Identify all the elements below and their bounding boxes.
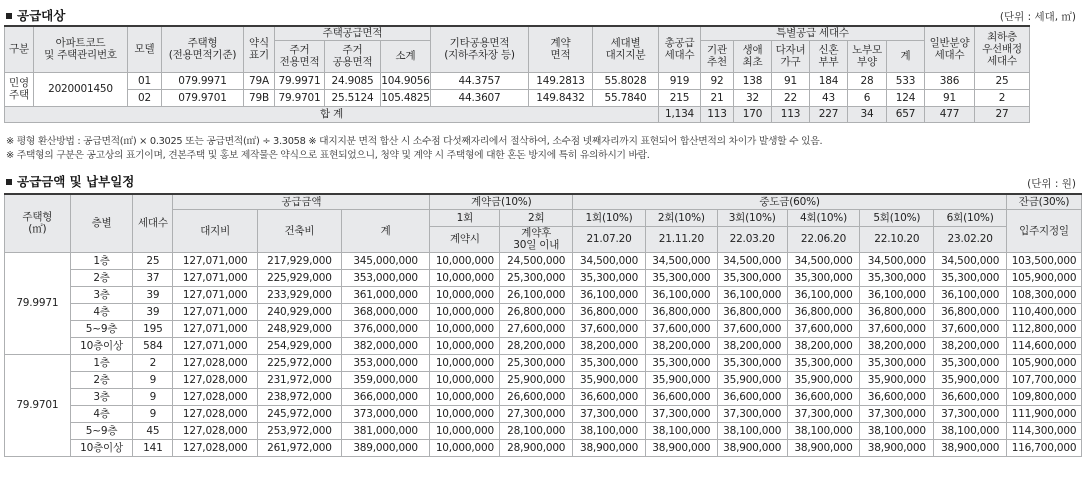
table-cell: 79.9701 xyxy=(275,89,325,106)
table-cell: 37,300,000 xyxy=(934,405,1007,422)
table-cell: 35,300,000 xyxy=(787,269,860,286)
table-cell: 353,000,000 xyxy=(341,354,430,371)
table-row xyxy=(5,269,1082,286)
table-cell: 35,300,000 xyxy=(787,354,860,371)
table-cell: 21 xyxy=(701,89,734,106)
table-cell: 27,300,000 xyxy=(500,405,573,422)
table-cell: 55.8028 xyxy=(593,72,659,89)
header-sa-common: 주거 공용면적 xyxy=(325,40,381,72)
table-cell: 28 xyxy=(848,72,887,89)
table-cell: 36,600,000 xyxy=(860,388,934,405)
table-cell: 34,500,000 xyxy=(645,252,717,269)
table-cell: 2 xyxy=(133,354,173,371)
table-cell: 38,900,000 xyxy=(934,439,1007,456)
table-cell: 10,000,000 xyxy=(430,439,500,456)
table-cell: 103,500,000 xyxy=(1007,252,1082,269)
table-cell: 386 xyxy=(925,72,975,89)
supply-target-table xyxy=(4,25,1030,123)
table-cell: 105.4825 xyxy=(381,89,431,106)
table-row xyxy=(5,439,1082,456)
table-cell: 92 xyxy=(701,72,734,89)
sum-cell: 1,134 xyxy=(659,106,701,122)
table-cell: 37,600,000 xyxy=(717,320,787,337)
sum-cell: 657 xyxy=(887,106,925,122)
table-cell: 361,000,000 xyxy=(341,286,430,303)
table-cell: 10,000,000 xyxy=(430,354,500,371)
header-mid-date-2: 21.11.20 xyxy=(645,226,717,252)
table-cell: 38,200,000 xyxy=(717,337,787,354)
table-cell: 25,300,000 xyxy=(500,269,573,286)
table-cell: 10,000,000 xyxy=(430,388,500,405)
sum-row xyxy=(5,106,1030,122)
table-cell: 225,972,000 xyxy=(258,354,342,371)
table-cell: 35,300,000 xyxy=(645,269,717,286)
table-cell: 079.9971 xyxy=(162,72,244,89)
table-cell: 584 xyxy=(133,337,173,354)
header-mid-3: 3회(10%) xyxy=(717,209,787,226)
table-cell: 127,071,000 xyxy=(173,303,258,320)
table-cell: 25,900,000 xyxy=(500,371,573,388)
table-cell: 238,972,000 xyxy=(258,388,342,405)
type-cell: 79.9701 xyxy=(5,354,71,456)
table-cell: 26,800,000 xyxy=(500,303,573,320)
table-cell: 38,200,000 xyxy=(860,337,934,354)
table-cell: 32 xyxy=(734,89,772,106)
table-cell: 368,000,000 xyxy=(341,303,430,320)
table-cell: 127,028,000 xyxy=(173,371,258,388)
table-cell: 36,100,000 xyxy=(573,286,646,303)
bullet-square-icon xyxy=(6,179,12,185)
sum-cell: 27 xyxy=(975,106,1030,122)
table-cell: 116,700,000 xyxy=(1007,439,1082,456)
table-cell: 38,900,000 xyxy=(717,439,787,456)
table-cell: 35,300,000 xyxy=(860,354,934,371)
table-cell: 34,500,000 xyxy=(787,252,860,269)
sum-cell: 34 xyxy=(848,106,887,122)
table-cell: 38,100,000 xyxy=(717,422,787,439)
table-cell: 919 xyxy=(659,72,701,89)
table-cell: 37,300,000 xyxy=(717,405,787,422)
table-cell: 36,600,000 xyxy=(645,388,717,405)
table-cell: 127,028,000 xyxy=(173,354,258,371)
table-cell: 36,800,000 xyxy=(860,303,934,320)
table-row xyxy=(5,320,1082,337)
table-cell: 36,100,000 xyxy=(717,286,787,303)
table-cell: 079.9701 xyxy=(162,89,244,106)
table-cell: 37,600,000 xyxy=(645,320,717,337)
table-cell: 124 xyxy=(887,89,925,106)
table-cell: 4층 xyxy=(70,303,133,320)
table-cell: 38,200,000 xyxy=(573,337,646,354)
table-cell: 261,972,000 xyxy=(258,439,342,456)
table-row xyxy=(5,72,1030,89)
header-mid-1: 1회(10%) xyxy=(573,209,646,226)
note-2: ※ 주택형의 구분은 공고상의 표기이며, 견본주택 및 홍보 제작물은 약식으로 표현되었으니, 청약 및 계약 시 주택형에 대한 혼돈 방지에 특히 유의하시기 바람. xyxy=(6,150,650,161)
table-cell: 37,300,000 xyxy=(645,405,717,422)
table-cell: 28,900,000 xyxy=(500,439,573,456)
sum-cell: 477 xyxy=(925,106,975,122)
table-cell: 127,071,000 xyxy=(173,252,258,269)
table-cell: 27,600,000 xyxy=(500,320,573,337)
table-cell: 373,000,000 xyxy=(341,405,430,422)
header-mid-date-5: 22.10.20 xyxy=(860,226,934,252)
header-middle: 중도금(60%) xyxy=(573,194,1007,209)
table-row xyxy=(5,405,1082,422)
table-cell: 114,600,000 xyxy=(1007,337,1082,354)
table-row xyxy=(5,422,1082,439)
table-cell: 109,800,000 xyxy=(1007,388,1082,405)
table-cell: 10,000,000 xyxy=(430,252,500,269)
table-cell: 9 xyxy=(133,388,173,405)
header-other-common: 기타공용면적 (지하주차장 등) xyxy=(431,26,529,72)
header-d1-when: 계약시 xyxy=(430,226,500,252)
header-balance-when: 입주지정일 xyxy=(1007,209,1082,252)
table-row xyxy=(5,371,1082,388)
table-cell: 24,500,000 xyxy=(500,252,573,269)
table-cell: 36,600,000 xyxy=(717,388,787,405)
table-cell: 38,100,000 xyxy=(787,422,860,439)
table-cell: 233,929,000 xyxy=(258,286,342,303)
type-cell: 79.9971 xyxy=(5,252,71,354)
table-cell: 35,900,000 xyxy=(934,371,1007,388)
header-sp-inst: 기관 추천 xyxy=(701,40,734,72)
header-abbr: 약식 표기 xyxy=(244,26,275,72)
table-cell: 6 xyxy=(848,89,887,106)
note-1: ※ 평형 환산방법 : 공급면적(㎡) × 0.3025 또는 공급면적(㎡) ÷ 3.3058 ※ 대지지분 면적 합산 시 소수점 다섯째자리에서 절삭하여, 소수점 넷째자리까지 표현되어 합산면적의 차이가 발생할 수 있음. xyxy=(6,136,823,147)
table-cell: 138 xyxy=(734,72,772,89)
section-title-supply-target xyxy=(4,6,65,24)
table-row xyxy=(5,337,1082,354)
table-cell: 38,200,000 xyxy=(787,337,860,354)
table-cell: 376,000,000 xyxy=(341,320,430,337)
table-cell: 141 xyxy=(133,439,173,456)
table-cell: 45 xyxy=(133,422,173,439)
table-cell: 01 xyxy=(128,72,162,89)
table-cell: 35,300,000 xyxy=(717,354,787,371)
header-sp-first: 생애 최초 xyxy=(734,40,772,72)
unit-label: (단위 : 세대, ㎡) xyxy=(999,11,1076,23)
table-cell: 79B xyxy=(244,89,275,106)
table-cell: 36,600,000 xyxy=(573,388,646,405)
table-cell: 38,200,000 xyxy=(934,337,1007,354)
table-cell: 36,100,000 xyxy=(787,286,860,303)
table-cell: 36,800,000 xyxy=(717,303,787,320)
table-cell: 5~9층 xyxy=(70,422,133,439)
table-cell: 127,071,000 xyxy=(173,269,258,286)
table-cell: 44.3757 xyxy=(431,72,529,89)
sum-cell: 227 xyxy=(810,106,848,122)
table-cell: 35,300,000 xyxy=(934,269,1007,286)
sum-label: 합 계 xyxy=(5,106,659,122)
table-cell: 37,600,000 xyxy=(787,320,860,337)
table-cell: 22 xyxy=(772,89,810,106)
header-building: 건축비 xyxy=(258,209,342,252)
table-cell: 248,929,000 xyxy=(258,320,342,337)
table-cell: 127,071,000 xyxy=(173,286,258,303)
table-cell: 104.9056 xyxy=(381,72,431,89)
header-mid-date-1: 21.07.20 xyxy=(573,226,646,252)
table-cell: 9 xyxy=(133,405,173,422)
table-cell: 37,300,000 xyxy=(860,405,934,422)
table-cell: 38,100,000 xyxy=(645,422,717,439)
table-cell: 231,972,000 xyxy=(258,371,342,388)
table-cell: 359,000,000 xyxy=(341,371,430,388)
group-label: 민영 주택 xyxy=(5,72,34,106)
table-row xyxy=(5,286,1082,303)
header-mid-2: 2회(10%) xyxy=(645,209,717,226)
table-cell: 38,900,000 xyxy=(787,439,860,456)
header-gubun: 구분 xyxy=(5,26,34,72)
table-row xyxy=(5,354,1082,371)
header-mid-date-3: 22.03.20 xyxy=(717,226,787,252)
table-cell: 36,800,000 xyxy=(645,303,717,320)
table-cell: 195 xyxy=(133,320,173,337)
header-general: 일반분양 세대수 xyxy=(925,26,975,72)
table-cell: 26,600,000 xyxy=(500,388,573,405)
notes xyxy=(6,135,822,163)
table-cell: 35,300,000 xyxy=(934,354,1007,371)
table-cell: 105,900,000 xyxy=(1007,354,1082,371)
table-cell: 5~9층 xyxy=(70,320,133,337)
table-cell: 217,929,000 xyxy=(258,252,342,269)
header-d2: 2회 xyxy=(500,209,573,226)
table-cell: 38,100,000 xyxy=(934,422,1007,439)
table-cell: 25 xyxy=(975,72,1030,89)
header-mid-4: 4회(10%) xyxy=(787,209,860,226)
table-cell: 25.5124 xyxy=(325,89,381,106)
unit-label: (단위 : 원) xyxy=(1027,178,1076,190)
header-sp-multi: 다자녀 가구 xyxy=(772,40,810,72)
header-supply-area: 주택공급면적 xyxy=(275,26,431,40)
header-type: 주택형 (전용면적기준) xyxy=(162,26,244,72)
table-cell: 35,900,000 xyxy=(573,371,646,388)
table-row xyxy=(5,89,1030,106)
table-row xyxy=(5,252,1082,269)
table-cell: 10,000,000 xyxy=(430,303,500,320)
table-cell: 36,800,000 xyxy=(787,303,860,320)
table-cell: 91 xyxy=(925,89,975,106)
table-cell: 36,100,000 xyxy=(645,286,717,303)
table-cell: 1층 xyxy=(70,252,133,269)
table-cell: 10,000,000 xyxy=(430,371,500,388)
table-cell: 24.9085 xyxy=(325,72,381,89)
header-mid-6: 6회(10%) xyxy=(934,209,1007,226)
price-schedule-table xyxy=(4,193,1082,457)
table-cell: 225,929,000 xyxy=(258,269,342,286)
table-cell: 10,000,000 xyxy=(430,320,500,337)
header-type: 주택형 (㎡) xyxy=(5,194,71,252)
table-cell: 149.8432 xyxy=(529,89,593,106)
header-sp-newly: 신혼 부부 xyxy=(810,40,848,72)
header-mid-date-4: 22.06.20 xyxy=(787,226,860,252)
table-cell: 25 xyxy=(133,252,173,269)
table-cell: 149.2813 xyxy=(529,72,593,89)
header-d1: 1회 xyxy=(430,209,500,226)
bullet-square-icon xyxy=(6,13,12,19)
table-cell: 245,972,000 xyxy=(258,405,342,422)
header-total-units: 총공급 세대수 xyxy=(659,26,701,72)
table-cell: 37,300,000 xyxy=(573,405,646,422)
housing-code: 2020001450 xyxy=(34,72,128,106)
table-cell: 107,700,000 xyxy=(1007,371,1082,388)
table-cell: 91 xyxy=(772,72,810,89)
table-cell: 127,028,000 xyxy=(173,388,258,405)
table-cell: 34,500,000 xyxy=(860,252,934,269)
table-cell: 2층 xyxy=(70,371,133,388)
section-title-text: 공급금액 및 납부일정 xyxy=(17,174,135,189)
table-cell: 3층 xyxy=(70,286,133,303)
header-contract-area: 계약 면적 xyxy=(529,26,593,72)
table-cell: 38,900,000 xyxy=(573,439,646,456)
table-cell: 37,600,000 xyxy=(573,320,646,337)
table-cell: 55.7840 xyxy=(593,89,659,106)
table-cell: 39 xyxy=(133,303,173,320)
table-cell: 35,900,000 xyxy=(787,371,860,388)
sum-cell: 113 xyxy=(701,106,734,122)
header-code: 아파트코드 및 주택관리번호 xyxy=(34,26,128,72)
table-cell: 112,800,000 xyxy=(1007,320,1082,337)
table-cell: 110,400,000 xyxy=(1007,303,1082,320)
table-cell: 254,929,000 xyxy=(258,337,342,354)
table-cell: 35,300,000 xyxy=(573,354,646,371)
table-cell: 127,028,000 xyxy=(173,422,258,439)
table-cell: 105,900,000 xyxy=(1007,269,1082,286)
header-mid-date-6: 23.02.20 xyxy=(934,226,1007,252)
table-cell: 36,100,000 xyxy=(934,286,1007,303)
table-cell: 114,300,000 xyxy=(1007,422,1082,439)
table-cell: 127,028,000 xyxy=(173,405,258,422)
table-cell: 35,900,000 xyxy=(860,371,934,388)
table-cell: 353,000,000 xyxy=(341,269,430,286)
header-sa-subtotal: 소계 xyxy=(381,40,431,72)
table-cell: 38,100,000 xyxy=(573,422,646,439)
table-cell: 35,300,000 xyxy=(645,354,717,371)
header-d2-when: 계약후 30일 이내 xyxy=(500,226,573,252)
section-title-price-schedule xyxy=(4,172,134,190)
table-cell: 10,000,000 xyxy=(430,269,500,286)
header-land: 대지비 xyxy=(173,209,258,252)
table-cell: 127,071,000 xyxy=(173,320,258,337)
header-sp-total: 계 xyxy=(887,40,925,72)
table-cell: 25,300,000 xyxy=(500,354,573,371)
table-cell: 37,300,000 xyxy=(787,405,860,422)
table-cell: 2 xyxy=(975,89,1030,106)
table-cell: 26,100,000 xyxy=(500,286,573,303)
table-cell: 28,100,000 xyxy=(500,422,573,439)
table-cell: 366,000,000 xyxy=(341,388,430,405)
header-sp-elder: 노부모 부양 xyxy=(848,40,887,72)
table-cell: 36,600,000 xyxy=(787,388,860,405)
header-special: 특별공급 세대수 xyxy=(701,26,925,40)
sum-cell: 113 xyxy=(772,106,810,122)
table-cell: 381,000,000 xyxy=(341,422,430,439)
table-cell: 36,600,000 xyxy=(934,388,1007,405)
table-cell: 9 xyxy=(133,371,173,388)
table-cell: 02 xyxy=(128,89,162,106)
table-cell: 34,500,000 xyxy=(717,252,787,269)
table-cell: 28,200,000 xyxy=(500,337,573,354)
table-cell: 184 xyxy=(810,72,848,89)
table-cell: 43 xyxy=(810,89,848,106)
table-cell: 35,900,000 xyxy=(717,371,787,388)
table-cell: 533 xyxy=(887,72,925,89)
table-cell: 10,000,000 xyxy=(430,337,500,354)
table-cell: 382,000,000 xyxy=(341,337,430,354)
table-cell: 2층 xyxy=(70,269,133,286)
table-cell: 44.3607 xyxy=(431,89,529,106)
header-deposit: 계약금(10%) xyxy=(430,194,573,209)
table-cell: 38,200,000 xyxy=(645,337,717,354)
header-total: 계 xyxy=(341,209,430,252)
table-cell: 10,000,000 xyxy=(430,286,500,303)
table-cell: 35,300,000 xyxy=(573,269,646,286)
header-sa-private: 주거 전용면적 xyxy=(275,40,325,72)
table-cell: 79.9971 xyxy=(275,72,325,89)
table-cell: 37,600,000 xyxy=(934,320,1007,337)
table-cell: 34,500,000 xyxy=(573,252,646,269)
table-cell: 37 xyxy=(133,269,173,286)
table-cell: 240,929,000 xyxy=(258,303,342,320)
header-model: 모델 xyxy=(128,26,162,72)
table-cell: 38,900,000 xyxy=(645,439,717,456)
header-mid-5: 5회(10%) xyxy=(860,209,934,226)
table-cell: 345,000,000 xyxy=(341,252,430,269)
table-cell: 35,300,000 xyxy=(860,269,934,286)
table-cell: 389,000,000 xyxy=(341,439,430,456)
header-lowest: 최하층 우선배정 세대수 xyxy=(975,26,1030,72)
sum-cell: 170 xyxy=(734,106,772,122)
header-units: 세대수 xyxy=(133,194,173,252)
header-price: 공급금액 xyxy=(173,194,430,209)
table-cell: 38,100,000 xyxy=(860,422,934,439)
table-cell: 127,028,000 xyxy=(173,439,258,456)
table-cell: 35,900,000 xyxy=(645,371,717,388)
header-balance: 잔금(30%) xyxy=(1007,194,1082,209)
table-cell: 39 xyxy=(133,286,173,303)
table-cell: 108,300,000 xyxy=(1007,286,1082,303)
table-cell: 36,800,000 xyxy=(573,303,646,320)
table-row xyxy=(5,388,1082,405)
header-floor: 층별 xyxy=(70,194,133,252)
table-cell: 215 xyxy=(659,89,701,106)
table-cell: 253,972,000 xyxy=(258,422,342,439)
table-cell: 127,071,000 xyxy=(173,337,258,354)
header-land-share: 세대별 대지지분 xyxy=(593,26,659,72)
table-row xyxy=(5,303,1082,320)
section-title-text: 공급대상 xyxy=(17,8,66,23)
table-cell: 10,000,000 xyxy=(430,422,500,439)
table-cell: 111,900,000 xyxy=(1007,405,1082,422)
table-cell: 36,100,000 xyxy=(860,286,934,303)
table-cell: 1층 xyxy=(70,354,133,371)
table-cell: 10층이상 xyxy=(70,337,133,354)
table-cell: 79A xyxy=(244,72,275,89)
table-cell: 36,800,000 xyxy=(934,303,1007,320)
table-cell: 37,600,000 xyxy=(860,320,934,337)
table-cell: 10층이상 xyxy=(70,439,133,456)
table-cell: 4층 xyxy=(70,405,133,422)
table-cell: 34,500,000 xyxy=(934,252,1007,269)
table-cell: 3층 xyxy=(70,388,133,405)
table-cell: 35,300,000 xyxy=(717,269,787,286)
table-cell: 38,900,000 xyxy=(860,439,934,456)
table-cell: 10,000,000 xyxy=(430,405,500,422)
